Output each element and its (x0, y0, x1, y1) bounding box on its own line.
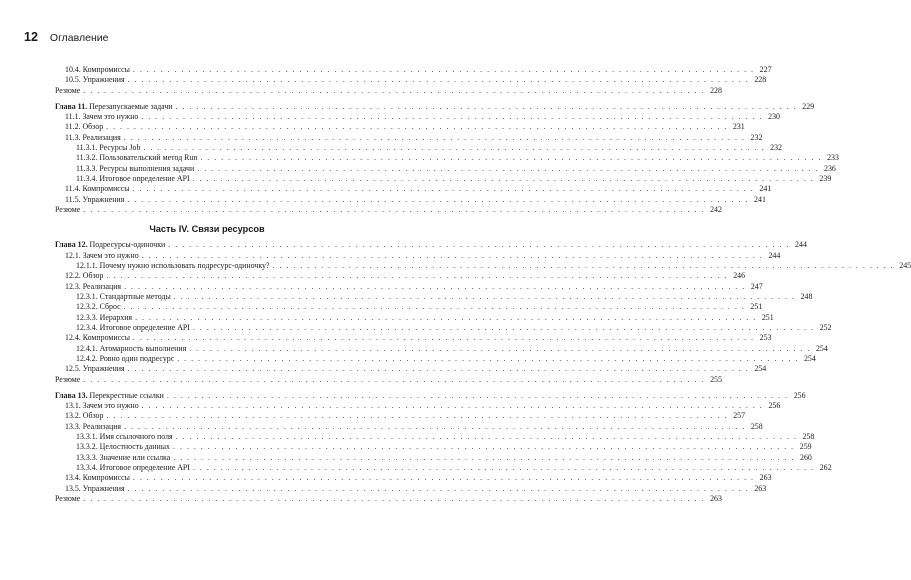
dot-leader (193, 174, 815, 184)
toc-entry-title (76, 153, 197, 163)
toc-page-number: 232 (770, 142, 782, 152)
toc-page-number: 260 (800, 452, 812, 462)
running-head (24, 30, 108, 44)
entry-text: 10.4. Компромиссы (65, 65, 130, 74)
toc-page-number: 239 (819, 173, 832, 183)
entry-text: 13.5. Упражнения (65, 483, 125, 493)
toc-page-number: 256 (793, 390, 806, 400)
toc-entry (55, 194, 766, 205)
entry-text: 11.3.2. Пользовательский метод Run (76, 153, 198, 163)
toc-chapter-entry (55, 390, 806, 401)
entry-text: Перезапускаемые задачи (89, 101, 173, 111)
entry-text: 12.5. Упражнения (65, 364, 125, 374)
chapter-label: Глава 11. (55, 101, 88, 111)
toc-entry-title (76, 354, 174, 364)
dot-leader (106, 271, 728, 281)
toc-entry (55, 281, 763, 292)
entry-text: 13.1. Зачем это нужно (65, 400, 139, 410)
toc-entry-title (65, 251, 139, 261)
toc-entry (55, 452, 812, 463)
dot-leader (83, 86, 705, 96)
toc-page-number: 263 (710, 494, 722, 504)
toc-page-number: 233 (827, 153, 839, 163)
dot-leader (197, 164, 819, 174)
entry-text: 11.3.4. Итоговое определение API (76, 173, 190, 183)
toc-entry (55, 173, 832, 184)
entry-text: 12.3.3. Иерархия (76, 312, 133, 322)
dot-leader (124, 302, 746, 312)
toc-page-number: 251 (761, 312, 774, 322)
toc-chapter-entry (55, 101, 815, 112)
entry-text: 10.5. Упражнения (65, 75, 125, 85)
toc-page-number: 259 (799, 442, 812, 452)
entry-text: 12.3.1. Стандартные методы (76, 292, 171, 302)
entry-text: 11.2. Обзор (65, 122, 104, 132)
chapter-label: Глава 13. (55, 390, 88, 400)
toc-entry-title (65, 364, 125, 374)
dot-leader (83, 494, 705, 504)
toc-entry-title (76, 432, 173, 442)
toc-page-number: 263 (759, 473, 772, 483)
dot-leader (273, 261, 895, 271)
toc-page-number: 258 (750, 421, 763, 431)
dot-leader (200, 153, 822, 163)
toc-entry (55, 374, 722, 385)
toc-page-number: 241 (759, 184, 772, 194)
entry-text: 13.3.4. Итоговое определение API (76, 463, 190, 473)
toc-page-number: 256 (768, 400, 781, 410)
toc-entry (55, 432, 815, 442)
dot-leader (193, 463, 815, 473)
toc-entry-title (76, 261, 270, 271)
toc-entry-title (65, 411, 103, 421)
toc-entry (55, 411, 746, 421)
entry-text: Резюме (55, 204, 81, 214)
entry-text: 12.1. Зачем это нужно (65, 250, 139, 260)
toc-entry-title (65, 122, 103, 132)
toc-page-number: 246 (733, 271, 746, 281)
toc-page-number: 253 (759, 333, 772, 343)
toc-entry (55, 354, 816, 364)
entry-text: Резюме (55, 374, 81, 384)
toc-entry-title (76, 344, 186, 354)
dot-leader (106, 411, 728, 421)
toc-entry (55, 85, 722, 96)
dot-leader (124, 422, 746, 432)
toc-entry (55, 163, 836, 174)
dot-leader (83, 205, 705, 215)
dot-leader (135, 313, 757, 323)
toc-entry-title (76, 302, 121, 312)
toc-entry-title (76, 442, 170, 452)
toc-page-number: 227 (759, 65, 772, 74)
toc-page-number: 247 (750, 281, 763, 291)
toc-page-number: 229 (802, 101, 815, 111)
toc-page-number: 230 (768, 111, 780, 121)
entry-text: 12.3.2. Сброс (76, 302, 121, 312)
dot-leader (142, 401, 764, 411)
entry-text: Резюме (55, 85, 81, 95)
toc-entry (55, 204, 722, 215)
dot-leader (128, 484, 750, 494)
entry-text: 11.4. Компромиссы (65, 184, 130, 194)
toc-page-number: 244 (768, 250, 781, 260)
entry-text: 13.3.3. Значение или ссылка (76, 452, 171, 462)
toc-entry (55, 333, 772, 343)
toc-entry-title (65, 271, 103, 281)
entry-text: 11.3.3. Ресурсы выполнения задачи (76, 163, 195, 173)
dot-leader (106, 122, 728, 132)
dot-leader (127, 195, 749, 205)
dot-leader (176, 102, 798, 112)
toc-entry-title (55, 86, 80, 96)
chapter-label: Глава 12. (55, 240, 88, 250)
toc-page-number: 263 (754, 483, 767, 493)
running-title: Оглавление (49, 32, 109, 44)
toc-page-number: 254 (754, 364, 767, 374)
entry-text: 12.3.4. Итоговое определение API (76, 323, 190, 333)
toc-page-number: 254 (815, 343, 828, 353)
toc-page-number: 232 (750, 132, 763, 142)
entry-text: 12.1.1. Почему нужно использовать подресурс-одиночку? (76, 261, 270, 270)
toc-entry-title (65, 473, 130, 483)
dot-leader (128, 364, 750, 374)
toc-entry (55, 302, 763, 312)
entry-text: 11.5. Упражнения (65, 194, 125, 204)
toc-page-number: 242 (710, 204, 722, 214)
toc-page-number: 231 (732, 122, 745, 132)
toc-entry (55, 65, 772, 75)
part-heading: Часть IV. Связи ресурсов (149, 224, 265, 235)
toc-page-number: 257 (733, 411, 746, 421)
toc-entry (55, 153, 839, 163)
toc-entry-title (65, 422, 121, 432)
dot-leader (128, 75, 750, 85)
toc-page-number: 228 (754, 75, 767, 85)
toc-entry (55, 323, 832, 333)
toc-entry-title (65, 282, 121, 292)
toc-entry-title (55, 102, 173, 112)
entry-text: 11.3. Реализация (65, 132, 121, 142)
toc-entry (55, 463, 832, 473)
entry-text: 12.4.1. Атомарность выполнения (76, 343, 187, 353)
toc-entry (55, 142, 782, 153)
toc-chapter-entry (55, 240, 807, 250)
toc-page-number: 236 (824, 163, 836, 173)
toc-entry (55, 312, 774, 323)
toc-entry (55, 442, 812, 452)
toc-entry (55, 261, 911, 271)
toc-entry-title (65, 484, 125, 494)
toc-entry-title (65, 195, 124, 205)
page-number: 12 (24, 30, 38, 44)
toc-entry-title (55, 391, 164, 401)
toc-entry (55, 122, 745, 132)
dot-leader (177, 354, 799, 364)
toc-entry (55, 292, 813, 302)
entry-text: 13.2. Обзор (65, 411, 104, 421)
toc-section-before-part (55, 65, 839, 215)
toc-entry-title (76, 292, 171, 302)
toc-entry (55, 473, 772, 483)
entry-text: 13.3.1. Имя ссылочного поля (76, 432, 173, 441)
toc-entry-title (76, 174, 190, 184)
dot-leader (141, 112, 763, 122)
dot-leader (133, 65, 755, 75)
entry-text: 13.3. Реализация (65, 421, 122, 431)
toc-entry-title (65, 184, 130, 194)
toc-entry-title (76, 323, 190, 333)
entry-text: Резюме (55, 494, 81, 504)
toc-section-after-part (55, 240, 911, 504)
dot-leader (143, 143, 765, 153)
toc-entry (55, 184, 772, 194)
toc-entry (55, 75, 767, 85)
toc-page-number: 255 (710, 374, 722, 384)
table-of-contents (55, 65, 911, 504)
dot-leader (83, 375, 705, 385)
toc-entry (55, 364, 767, 374)
toc-page-number: 251 (750, 302, 763, 312)
toc-entry (55, 250, 781, 261)
dot-leader (133, 473, 755, 483)
dot-leader (193, 323, 815, 333)
toc-page-number: 245 (899, 261, 911, 270)
toc-entry (55, 494, 722, 504)
dot-leader (124, 133, 746, 143)
toc-entry-title (76, 463, 190, 473)
entry-text: 12.4.2. Ровно один подресурс (76, 354, 175, 364)
dot-leader (124, 282, 746, 292)
toc-entry-title (55, 494, 80, 504)
toc-page-number: 254 (803, 354, 816, 364)
toc-entry-title (65, 333, 130, 343)
toc-page-number: 252 (819, 323, 832, 333)
dot-leader (173, 442, 795, 452)
entry-text: 11.3.1. Ресурсы Job (76, 142, 141, 152)
dot-leader (176, 432, 798, 442)
dot-leader (174, 292, 796, 302)
toc-entry (55, 132, 763, 143)
toc-page-number: 262 (819, 463, 832, 473)
entry-text: 12.2. Обзор (65, 271, 104, 281)
toc-page-number: 241 (754, 194, 766, 204)
entry-text: 13.4. Компромиссы (65, 473, 130, 483)
toc-entry-title (76, 164, 194, 174)
toc-page-number: 244 (795, 240, 807, 250)
toc-entry-title (55, 375, 80, 385)
toc-entry (55, 343, 828, 354)
entry-text: 12.3. Реализация (65, 281, 122, 291)
toc-entry-title (76, 143, 140, 153)
toc-entry (55, 421, 763, 432)
toc-entry-title (65, 133, 121, 143)
dot-leader (167, 391, 789, 401)
entry-text: 13.3.2. Целостность данных (76, 442, 170, 452)
toc-entry (55, 483, 767, 494)
toc-entry-title (55, 240, 165, 250)
dot-leader (133, 333, 755, 343)
toc-entry-title (76, 313, 132, 323)
toc-entry (55, 400, 781, 411)
toc-entry-title (76, 453, 170, 463)
entry-text: Перекрестные ссылки (89, 390, 164, 400)
toc-entry-title (65, 401, 139, 411)
toc-page-number: 258 (802, 432, 815, 441)
dot-leader (133, 184, 755, 194)
dot-leader (142, 251, 764, 261)
toc-page-number: 228 (710, 85, 722, 95)
entry-text: 11.1. Зачем это нужно (65, 111, 139, 121)
toc-entry-title (65, 75, 125, 85)
dot-leader (173, 453, 795, 463)
toc-page-number: 248 (800, 292, 813, 302)
dot-leader (168, 240, 790, 250)
toc-entry-title (55, 205, 80, 215)
toc-entry (55, 111, 780, 122)
entry-text: 12.4. Компромиссы (65, 333, 130, 343)
toc-entry (55, 271, 746, 281)
toc-entry-title (65, 65, 130, 75)
toc-entry-title (65, 112, 138, 122)
entry-text: Подресурсы-одиночки (89, 240, 166, 250)
dot-leader (189, 344, 811, 354)
